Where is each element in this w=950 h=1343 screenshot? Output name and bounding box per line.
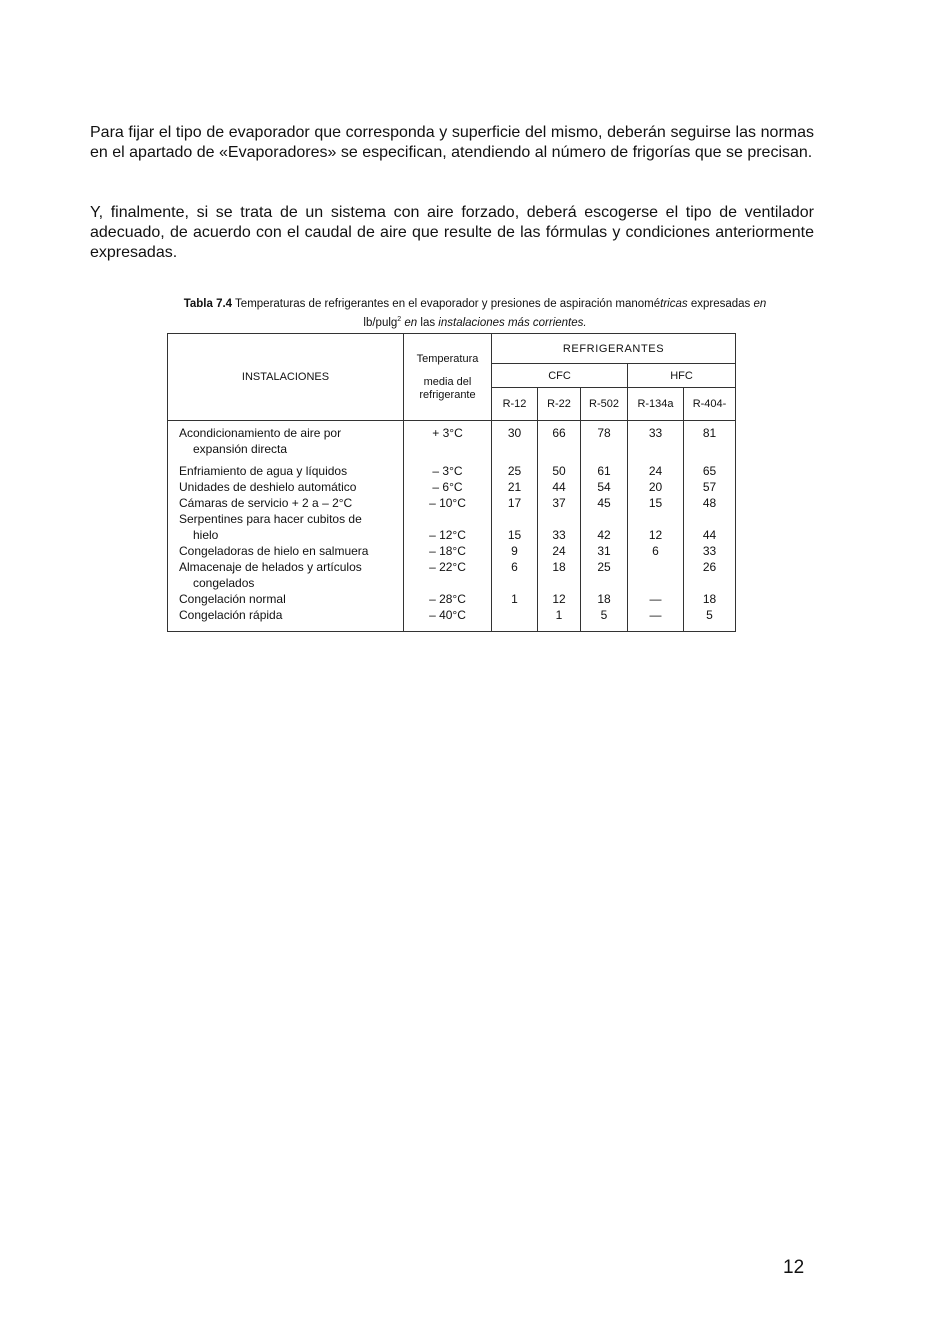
value-cell: [492, 607, 537, 623]
row-label: Cámaras de servicio + 2 a – 2°C: [179, 496, 353, 510]
header-r12: R-12: [492, 388, 538, 421]
header-cfc: CFC: [492, 364, 628, 388]
temp-cell: – 12°C: [429, 528, 466, 542]
value-cell: 44: [552, 480, 566, 494]
header-temperatura-line3: refrigerante: [419, 388, 476, 401]
caption-text-f: en: [401, 316, 418, 329]
value-cell: 33: [702, 544, 717, 558]
value-cell: 45: [597, 496, 611, 510]
caption-text-d: en: [753, 298, 767, 310]
caption-text-g: las: [417, 316, 439, 329]
row-label: Acondicionamiento de aire por: [179, 426, 342, 440]
value-cell: 48: [702, 496, 717, 510]
value-cell: 6: [511, 560, 518, 574]
caption-text-b: tricas: [660, 298, 688, 310]
column-r12: [492, 421, 538, 632]
header-temperatura: [404, 334, 492, 421]
row-label: Unidades de deshielo automático: [179, 480, 357, 494]
column-r22: [538, 421, 581, 632]
value-cell: 37: [552, 496, 566, 510]
row-label-cont: congelados: [193, 576, 255, 590]
value-cell: 25: [507, 464, 522, 478]
value-cell: 12: [552, 592, 566, 606]
paragraph-1: Para fijar el tipo de evaporador que corresponda y superficie del mismo, deberán seguirse las normas en el apartado de «Evaporadores» se especifican, atendiendo al número de frigorías que se precisan.: [90, 124, 814, 161]
value-cell: 12: [648, 528, 663, 542]
value-cell: 18: [552, 560, 566, 574]
header-temperatura-line2: media del: [423, 375, 472, 388]
row-label: Serpentines para hacer cubitos de: [179, 512, 362, 526]
value-cell: [628, 559, 683, 575]
value-cell: 18: [597, 592, 611, 606]
caption-superscript: 2: [397, 316, 402, 323]
value-cell: 18: [702, 592, 717, 606]
table-caption: [100, 297, 850, 331]
value-cell: 15: [648, 496, 663, 510]
value-cell: 33: [648, 426, 663, 440]
value-cell: 54: [597, 480, 611, 494]
value-cell: 65: [702, 464, 717, 478]
value-cell: —: [649, 608, 662, 622]
row-label: Enfriamiento de agua y líquidos: [179, 464, 348, 478]
header-hfc: HFC: [628, 364, 736, 388]
column-r404: [684, 421, 736, 632]
caption-label: Tabla 7.4: [183, 298, 233, 310]
caption-text-e: lb/pulg: [363, 316, 398, 329]
row-label-cont: expansión directa: [193, 442, 288, 456]
page-number: 12: [783, 1257, 805, 1278]
header-temperatura-line1: Temperatura: [416, 352, 479, 365]
temp-cell: – 40°C: [429, 608, 466, 622]
value-cell: 42: [597, 528, 611, 542]
header-r502: R-502: [581, 388, 628, 421]
value-cell: 31: [597, 544, 611, 558]
value-cell: —: [649, 592, 662, 606]
header-r22: R-22: [538, 388, 581, 421]
header-r404: R-404-: [684, 388, 736, 421]
value-cell: 1: [511, 592, 518, 606]
temp-cell: – 22°C: [429, 560, 466, 574]
row-label: Congelación rápida: [179, 608, 283, 622]
value-cell: 33: [552, 528, 566, 542]
value-cell: 57: [702, 480, 717, 494]
value-cell: 26: [702, 560, 717, 574]
value-cell: 61: [597, 464, 611, 478]
caption-text-a: Temperaturas de refrigerantes en el evaporador y presiones de aspiración manomé: [232, 298, 661, 310]
row-label: Congelación normal: [179, 592, 286, 606]
row-label-cont: hielo: [193, 528, 219, 542]
value-cell: 9: [511, 544, 518, 558]
value-cell: 78: [597, 426, 611, 440]
column-temperatura: [404, 421, 492, 632]
temp-cell: – 18°C: [429, 544, 466, 558]
temp-cell: + 3°C: [432, 426, 463, 440]
value-cell: 25: [597, 560, 611, 574]
value-cell: 6: [652, 544, 659, 558]
value-cell: 20: [648, 480, 663, 494]
column-instalaciones: [168, 421, 404, 632]
value-cell: 50: [552, 464, 566, 478]
value-cell: 44: [702, 528, 717, 542]
header-instalaciones: INSTALACIONES: [168, 334, 404, 421]
column-r134a: [628, 421, 684, 632]
value-cell: 66: [552, 426, 566, 440]
temp-cell: – 6°C: [432, 480, 463, 494]
value-cell: 5: [706, 608, 713, 622]
temp-cell: – 10°C: [429, 496, 466, 510]
temp-cell: – 28°C: [429, 592, 466, 606]
header-refrigerantes: REFRIGERANTES: [492, 334, 736, 364]
caption-text-c: expresadas: [687, 298, 754, 310]
value-cell: 5: [600, 608, 608, 622]
temp-cell: – 3°C: [432, 464, 463, 478]
paragraph-2: Y, finalmente, si se trata de un sistema con aire forzado, deberá escogerse el tipo de ventilador adecuado, de acuerdo con el caudal de aire que resulte de las fórmulas y condiciones anteriormente expresadas.: [90, 204, 814, 261]
refrigerant-table: [167, 333, 736, 632]
header-r134a: R-134a: [628, 388, 684, 421]
value-cell: 24: [552, 544, 566, 558]
value-cell: 1: [555, 608, 563, 622]
row-label: Congeladoras de hielo en salmuera: [179, 544, 369, 558]
column-r502: [581, 421, 628, 632]
caption-text-h: instalaciones más corrientes.: [438, 316, 587, 329]
value-cell: 24: [648, 464, 663, 478]
value-cell: 30: [507, 426, 522, 440]
value-cell: 15: [507, 528, 522, 542]
value-cell: 81: [702, 426, 717, 440]
row-label: Almacenaje de helados y artículos: [179, 560, 362, 574]
value-cell: 17: [507, 496, 522, 510]
value-cell: 21: [507, 480, 522, 494]
